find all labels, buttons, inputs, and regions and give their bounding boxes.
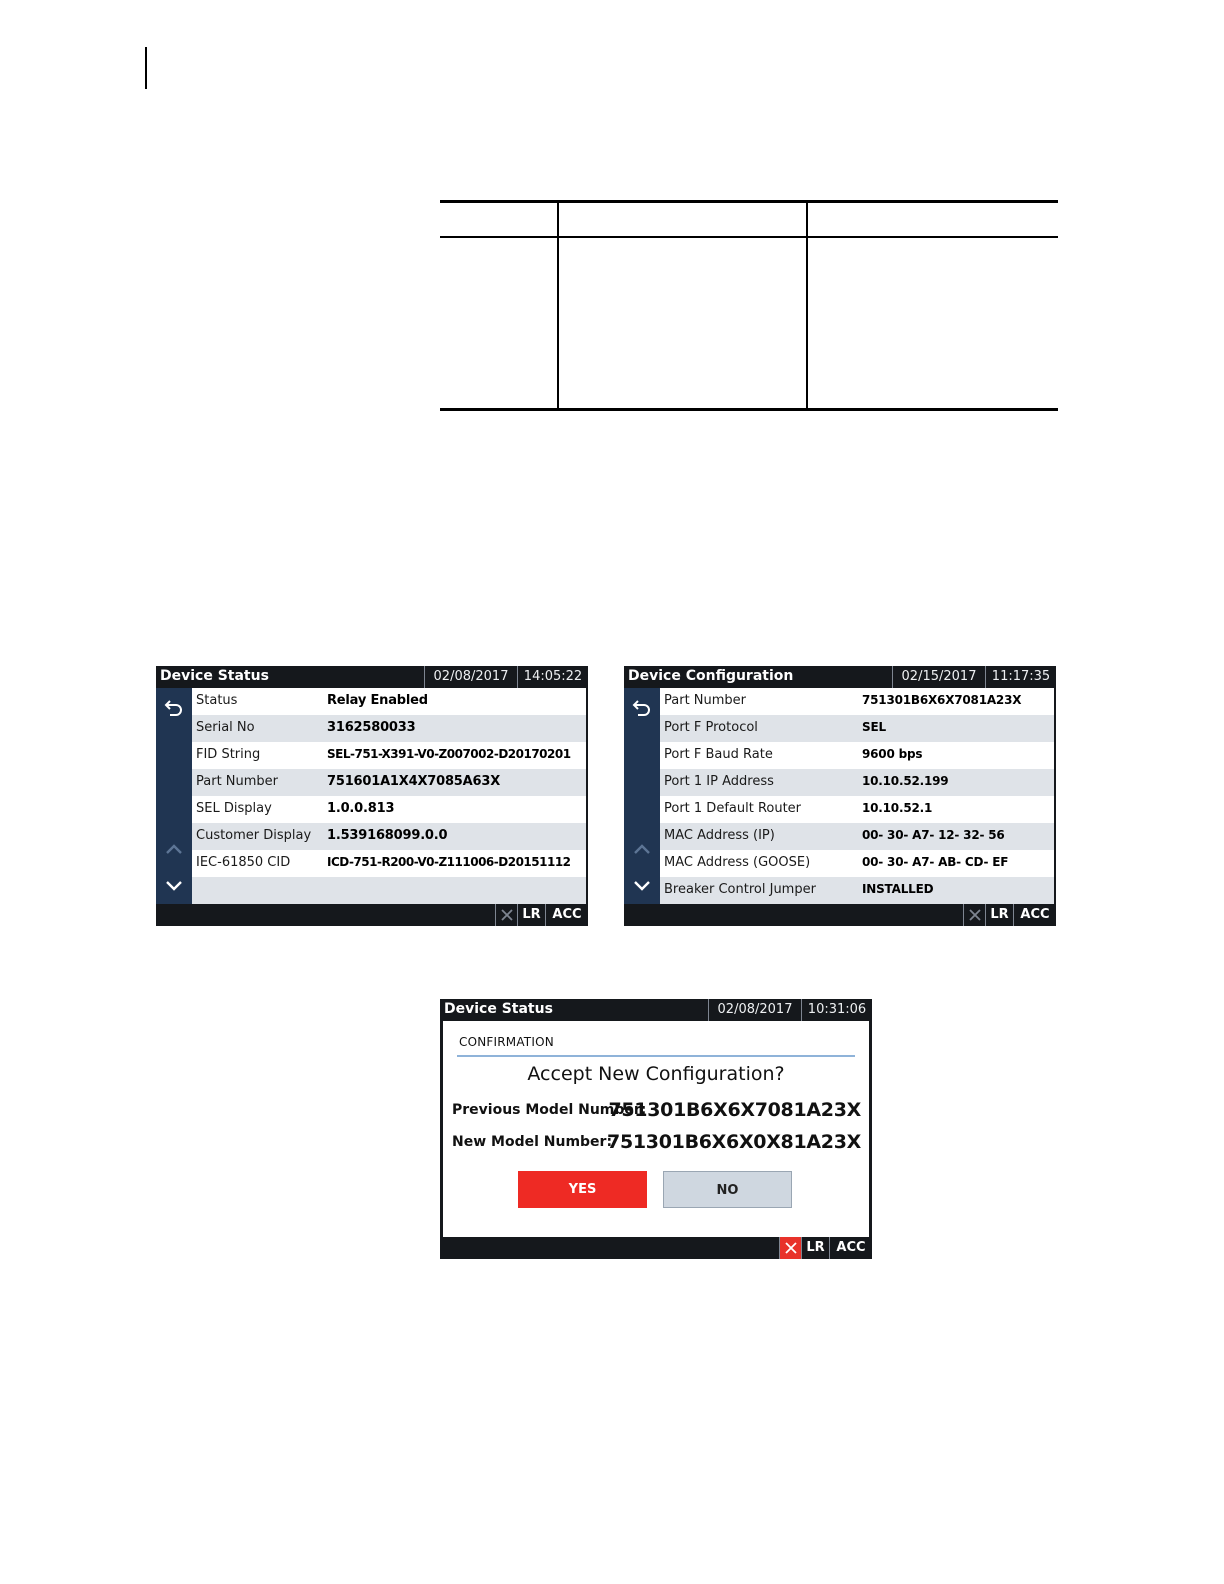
- tool-icon: [780, 1237, 802, 1259]
- new-model-label: New Model Number:: [452, 1134, 613, 1150]
- table-row: [192, 742, 586, 769]
- nav-sidebar: [156, 688, 192, 904]
- table-row: [192, 688, 586, 715]
- no-button[interactable]: NO: [663, 1171, 792, 1208]
- device-status-screen: [156, 666, 588, 926]
- confirmation-dialog: [443, 1021, 869, 1237]
- lr-indicator[interactable]: LR: [801, 1237, 829, 1259]
- date-display: 02/08/2017: [424, 666, 517, 688]
- screen-title: Device Configuration: [628, 668, 794, 684]
- row-label: Port F Baud Rate: [664, 747, 773, 762]
- row-label: Part Number: [196, 774, 279, 789]
- title-bar: [624, 666, 1056, 688]
- row-label: Port 1 Default Router: [664, 801, 802, 816]
- dialog-divider: [457, 1055, 855, 1057]
- dialog-heading: CONFIRMATION: [459, 1035, 554, 1049]
- title-bar: [156, 666, 588, 688]
- new-model-value: 751301B6X6X0X81A23X: [607, 1131, 861, 1153]
- table-row-empty: [192, 877, 586, 904]
- confirmation-screen: [440, 999, 872, 1259]
- acc-indicator[interactable]: ACC: [1013, 904, 1056, 926]
- row-label: Part Number: [664, 693, 747, 708]
- tool-button[interactable]: [779, 1237, 802, 1259]
- table-row: [660, 796, 1054, 823]
- row-label: MAC Address (IP): [664, 828, 775, 843]
- title-bar: [440, 999, 872, 1021]
- row-label: Port F Protocol: [664, 720, 758, 735]
- yes-button[interactable]: YES: [518, 1171, 647, 1208]
- table-top-rule: [440, 200, 1058, 203]
- table-row: [660, 823, 1054, 850]
- empty-table: [440, 200, 1058, 412]
- acc-indicator[interactable]: ACC: [545, 904, 588, 926]
- row-value: SEL-751-X391-V0-Z007002-D20170201: [327, 747, 571, 761]
- table-column-divider: [557, 200, 559, 410]
- table-row: [660, 688, 1054, 715]
- scroll-up-icon[interactable]: [164, 840, 184, 860]
- row-label: MAC Address (GOOSE): [664, 855, 811, 870]
- time-display: 14:05:22: [517, 666, 588, 688]
- table-row: [192, 823, 586, 850]
- row-value: 1.539168099.0.0: [327, 828, 448, 843]
- table-row: [192, 715, 586, 742]
- lr-indicator[interactable]: LR: [517, 904, 545, 926]
- nav-sidebar: [624, 688, 660, 904]
- row-value: SEL: [862, 720, 886, 734]
- status-bar: [156, 904, 588, 926]
- table-row: [660, 769, 1054, 796]
- table-row: [192, 769, 586, 796]
- row-label: FID String: [196, 747, 261, 762]
- tool-icon: [964, 904, 986, 926]
- previous-model-value: 751301B6X6X7081A23X: [608, 1099, 861, 1121]
- table-row: [660, 877, 1054, 904]
- row-value: INSTALLED: [862, 882, 934, 896]
- lr-indicator[interactable]: LR: [985, 904, 1013, 926]
- status-table: [192, 688, 586, 904]
- tool-button[interactable]: [963, 904, 986, 926]
- back-icon[interactable]: [632, 697, 652, 717]
- row-value: 00- 30- A7- AB- CD- EF: [862, 855, 1009, 869]
- row-label: IEC-61850 CID: [196, 855, 291, 870]
- table-column-divider: [806, 200, 808, 410]
- scroll-down-icon[interactable]: [632, 875, 652, 895]
- row-value: 10.10.52.199: [862, 774, 949, 788]
- row-label: Customer Display: [196, 828, 312, 843]
- row-value: ICD-751-R200-V0-Z111006-D20151112: [327, 855, 571, 869]
- table-row: [192, 796, 586, 823]
- row-value: Relay Enabled: [327, 693, 428, 708]
- row-label: SEL Display: [196, 801, 272, 816]
- scroll-up-icon[interactable]: [632, 840, 652, 860]
- configuration-table: [660, 688, 1054, 904]
- row-label: Breaker Control Jumper: [664, 882, 816, 897]
- row-label: Port 1 IP Address: [664, 774, 774, 789]
- table-row: [192, 850, 586, 877]
- row-value: 3162580033: [327, 720, 416, 735]
- status-bar: [624, 904, 1056, 926]
- tool-button[interactable]: [495, 904, 518, 926]
- scroll-down-icon[interactable]: [164, 875, 184, 895]
- device-configuration-screen: [624, 666, 1056, 926]
- row-value: 10.10.52.1: [862, 801, 933, 815]
- row-label: Status: [196, 693, 238, 708]
- row-value: 751601A1X4X7085A63X: [327, 774, 501, 789]
- table-row: [660, 850, 1054, 877]
- acc-indicator[interactable]: ACC: [829, 1237, 872, 1259]
- row-value: 751301B6X6X7081A23X: [862, 693, 1022, 707]
- row-value: 1.0.0.813: [327, 801, 395, 816]
- row-label: Serial No: [196, 720, 255, 735]
- table-bottom-rule: [440, 408, 1058, 411]
- back-icon[interactable]: [164, 697, 184, 717]
- table-row: [660, 742, 1054, 769]
- screen-title: Device Status: [160, 668, 269, 684]
- status-bar: [440, 1237, 872, 1259]
- date-display: 02/15/2017: [892, 666, 985, 688]
- table-row: [660, 715, 1054, 742]
- time-display: 10:31:06: [801, 999, 872, 1021]
- date-display: 02/08/2017: [708, 999, 801, 1021]
- row-value: 00- 30- A7- 12- 32- 56: [862, 828, 1005, 842]
- row-value: 9600 bps: [862, 747, 923, 761]
- table-header-rule: [440, 236, 1058, 238]
- tool-icon: [496, 904, 518, 926]
- screen-title: Device Status: [444, 1001, 553, 1017]
- previous-model-label: Previous Model Number:: [452, 1102, 647, 1118]
- time-display: 11:17:35: [985, 666, 1056, 688]
- dialog-question: Accept New Configuration?: [527, 1063, 785, 1085]
- margin-change-bar: [145, 47, 147, 89]
